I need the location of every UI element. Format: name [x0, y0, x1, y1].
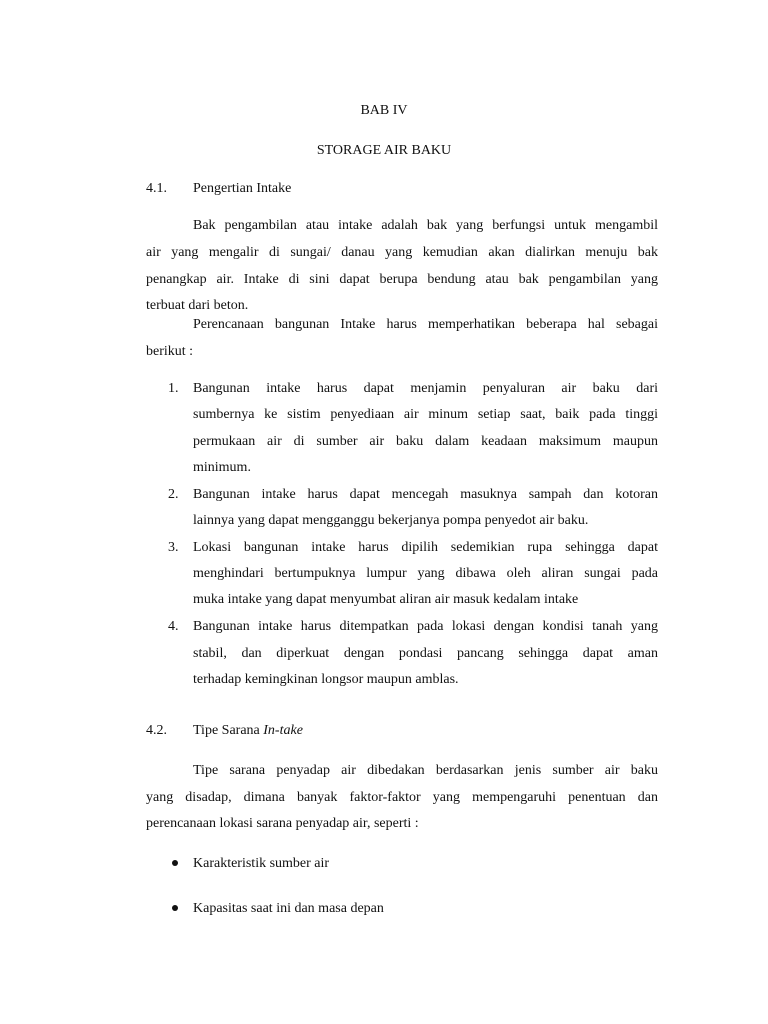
- section-heading-text: Tipe Sarana: [193, 723, 264, 738]
- list-item-line: permukaan air di sumber air baku dalam keadaan maksimum maupun: [193, 434, 658, 449]
- chapter-heading: BAB IV: [360, 103, 408, 118]
- paragraph-line: air yang mengalir di sungai/ danau yang kemudian akan dialirkan menuju bak: [146, 245, 658, 260]
- list-item-line: stabil, dan diperkuat dengan pondasi pancang sehingga dapat aman: [193, 646, 658, 661]
- list-number: 2.: [168, 487, 179, 502]
- list-number: 4.: [168, 619, 179, 634]
- section-number: 4.1.: [146, 181, 167, 196]
- paragraph-line: terbuat dari beton.: [146, 298, 249, 313]
- bullet-icon: [172, 905, 178, 911]
- paragraph-line: Tipe sarana penyadap air dibedakan berdasarkan jenis sumber air baku: [193, 763, 658, 778]
- bullet-icon: [172, 860, 178, 866]
- list-item-line: minimum.: [193, 460, 251, 475]
- list-number: 3.: [168, 540, 179, 555]
- paragraph-line: perencanaan lokasi sarana penyadap air, seperti :: [146, 816, 419, 831]
- list-item-line: sumbernya ke sistim penyediaan air minum setiap saat, baik pada tinggi: [193, 407, 658, 422]
- list-item-line: Bangunan intake harus ditempatkan pada lokasi dengan kondisi tanah yang: [193, 619, 658, 634]
- chapter-title: STORAGE AIR BAKU: [316, 143, 452, 158]
- list-item-line: Bangunan intake harus dapat mencegah masuknya sampah dan kotoran: [193, 487, 658, 502]
- list-item-line: Lokasi bangunan intake harus dipilih sedemikian rupa sehingga dapat: [193, 540, 658, 555]
- bullet-item: Kapasitas saat ini dan masa depan: [193, 901, 384, 916]
- paragraph-line: Bak pengambilan atau intake adalah bak yang berfungsi untuk mengambil: [193, 218, 658, 233]
- paragraph-line: yang disadap, dimana banyak faktor-faktor yang mempengaruhi penentuan dan: [146, 790, 658, 805]
- list-item-line: lainnya yang dapat mengganggu bekerjanya pompa penyedot air baku.: [193, 513, 589, 528]
- section-heading-italic: In-take: [263, 723, 303, 738]
- section-heading: [193, 723, 303, 739]
- list-item-line: Bangunan intake harus dapat menjamin penyaluran air baku dari: [193, 381, 658, 396]
- section-heading: Pengertian Intake: [193, 181, 292, 196]
- list-item-line: terhadap kemingkinan longsor maupun amblas.: [193, 672, 459, 687]
- paragraph-line: berikut :: [146, 344, 194, 359]
- bullet-item: Karakteristik sumber air: [193, 856, 330, 871]
- list-item-line: menghindari bertumpuknya lumpur yang dibawa oleh aliran sungai pada: [193, 566, 658, 581]
- list-item-line: muka intake yang dapat menyumbat aliran air masuk kedalam intake: [193, 592, 579, 607]
- list-number: 1.: [168, 381, 179, 396]
- paragraph-line: penangkap air. Intake di sini dapat berupa bendung atau bak pengambilan yang: [146, 272, 658, 287]
- paragraph-line: Perencanaan bangunan Intake harus memperhatikan beberapa hal sebagai: [193, 317, 658, 332]
- section-number: 4.2.: [146, 723, 167, 738]
